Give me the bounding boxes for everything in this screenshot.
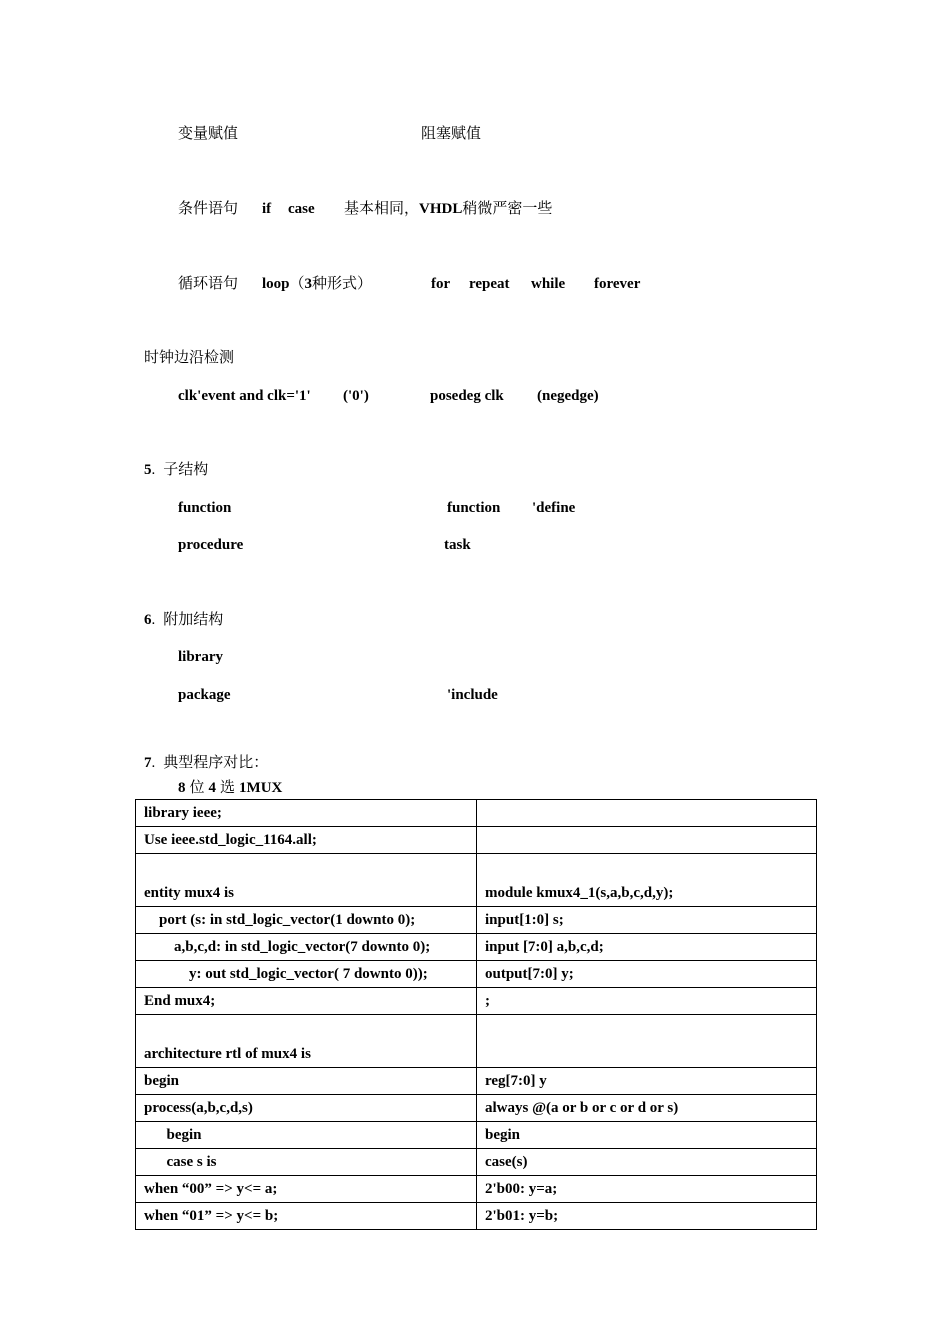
cond-note — [344, 200, 552, 218]
section5-row2-verilog: task — [444, 537, 471, 553]
subtitle-mux: 1MUX — [239, 780, 283, 796]
section7-dot: . — [151, 755, 156, 771]
table-row — [136, 1122, 817, 1149]
table-row — [136, 988, 817, 1015]
subtitle-bits: 8 — [178, 780, 186, 796]
cond-note-post: 稍微严密一些 — [462, 201, 553, 217]
verilog-cell: input[1:0] s; — [477, 907, 817, 934]
section6-title: 附加结构 — [163, 612, 224, 628]
table-row — [136, 1176, 817, 1203]
cond-kw-case: case — [288, 201, 315, 217]
vhdl-cell: entity mux4 is — [136, 854, 477, 907]
verilog-cell: module kmux4_1(s,a,b,c,d,y); — [477, 854, 817, 907]
table-row — [136, 1149, 817, 1176]
table-row — [136, 1015, 817, 1068]
verilog-cell: input [7:0] a,b,c,d; — [477, 934, 817, 961]
section7-number: 7 — [144, 755, 152, 771]
loop-label: 循环语句 — [178, 276, 239, 292]
section5-number: 5 — [144, 462, 152, 478]
vhdl-cell: architecture rtl of mux4 is — [136, 1015, 477, 1068]
section5-row1-verilog: function — [447, 500, 501, 516]
table-row — [136, 907, 817, 934]
verilog-cell: case(s) — [477, 1149, 817, 1176]
section7-subtitle — [178, 779, 282, 797]
verilog-cell — [477, 800, 817, 827]
clock-vhdl-alt: ('0') — [343, 388, 369, 404]
clock-verilog: posedeg clk — [430, 388, 504, 404]
table-row — [136, 1095, 817, 1122]
loop-kw-repeat: repeat — [469, 276, 510, 292]
verilog-cell: ; — [477, 988, 817, 1015]
subtitle-word2: 选 — [220, 780, 236, 796]
section6-row1-vhdl: library — [178, 649, 223, 665]
verilog-cell: 2'b00: y=a; — [477, 1176, 817, 1203]
section6-dot: . — [151, 612, 156, 628]
section5-row1-vhdl: function — [178, 500, 232, 516]
table-row — [136, 854, 817, 907]
section5-row2-vhdl: procedure — [178, 537, 244, 553]
table-row — [136, 961, 817, 988]
vhdl-cell: a,b,c,d: in std_logic_vector(7 downto 0); — [136, 934, 477, 961]
vhdl-cell: case s is — [136, 1149, 477, 1176]
section5-title: 子结构 — [163, 462, 209, 478]
table-row — [136, 1068, 817, 1095]
vhdl-cell: y: out std_logic_vector( 7 downto 0)); — [136, 961, 477, 988]
section6-heading — [144, 611, 223, 629]
clock-heading: 时钟边沿检测 — [144, 350, 235, 366]
verilog-cell: 2'b01: y=b; — [477, 1203, 817, 1230]
vhdl-cell: when “01” => y<= b; — [136, 1203, 477, 1230]
vhdl-cell: when “00” => y<= a; — [136, 1176, 477, 1203]
var-assign-vhdl: 变量赋值 — [178, 126, 239, 142]
section6-number: 6 — [144, 612, 152, 628]
verilog-cell: begin — [477, 1122, 817, 1149]
var-assign-verilog: 阻塞赋值 — [421, 126, 482, 142]
vhdl-cell: port (s: in std_logic_vector(1 downto 0); — [136, 907, 477, 934]
loop-kw-forever: forever — [594, 276, 641, 292]
verilog-cell: reg[7:0] y — [477, 1068, 817, 1095]
cond-note-pre: 基本相同， — [344, 201, 420, 217]
table-row — [136, 1203, 817, 1230]
vhdl-cell: Use ieee.std_logic_1164.all; — [136, 827, 477, 854]
verilog-cell: always @(a or b or c or d or s) — [477, 1095, 817, 1122]
verilog-cell: output[7:0] y; — [477, 961, 817, 988]
vhdl-cell: begin — [136, 1068, 477, 1095]
table-row — [136, 800, 817, 827]
cond-note-vhdl: VHDL — [419, 201, 463, 217]
loop-kw-for: for — [431, 276, 451, 292]
vhdl-cell: End mux4; — [136, 988, 477, 1015]
table-row — [136, 827, 817, 854]
subtitle-inputs: 4 — [208, 780, 217, 796]
section7-title: 典型程序对比： — [163, 755, 269, 771]
section5-heading — [144, 461, 208, 479]
cond-kw-if: if — [262, 201, 272, 217]
loop-paren-open: （ — [289, 276, 305, 292]
loop-count: 3 — [304, 276, 313, 292]
loop-paren-text: 种形式） — [312, 276, 373, 292]
loop-kw: loop — [262, 276, 290, 292]
section6-row2-verilog: 'include — [447, 687, 498, 703]
loop-kw-while: while — [531, 276, 566, 292]
clock-verilog-alt: (negedge) — [537, 388, 599, 404]
section7-heading — [144, 754, 268, 772]
vhdl-cell: process(a,b,c,d,s) — [136, 1095, 477, 1122]
section5-dot: . — [151, 462, 156, 478]
section5-row1-extra: 'define — [532, 500, 576, 516]
table-row — [136, 934, 817, 961]
cond-label: 条件语句 — [178, 201, 239, 217]
clock-vhdl: clk'event and clk='1' — [178, 388, 311, 404]
section6-row2-vhdl: package — [178, 687, 231, 703]
verilog-cell — [477, 827, 817, 854]
verilog-cell — [477, 1015, 817, 1068]
mux-comparison-table — [135, 799, 817, 1230]
vhdl-cell: begin — [136, 1122, 477, 1149]
subtitle-word1: 位 — [189, 780, 205, 796]
loop-kinds — [262, 275, 372, 293]
vhdl-cell: library ieee; — [136, 800, 477, 827]
